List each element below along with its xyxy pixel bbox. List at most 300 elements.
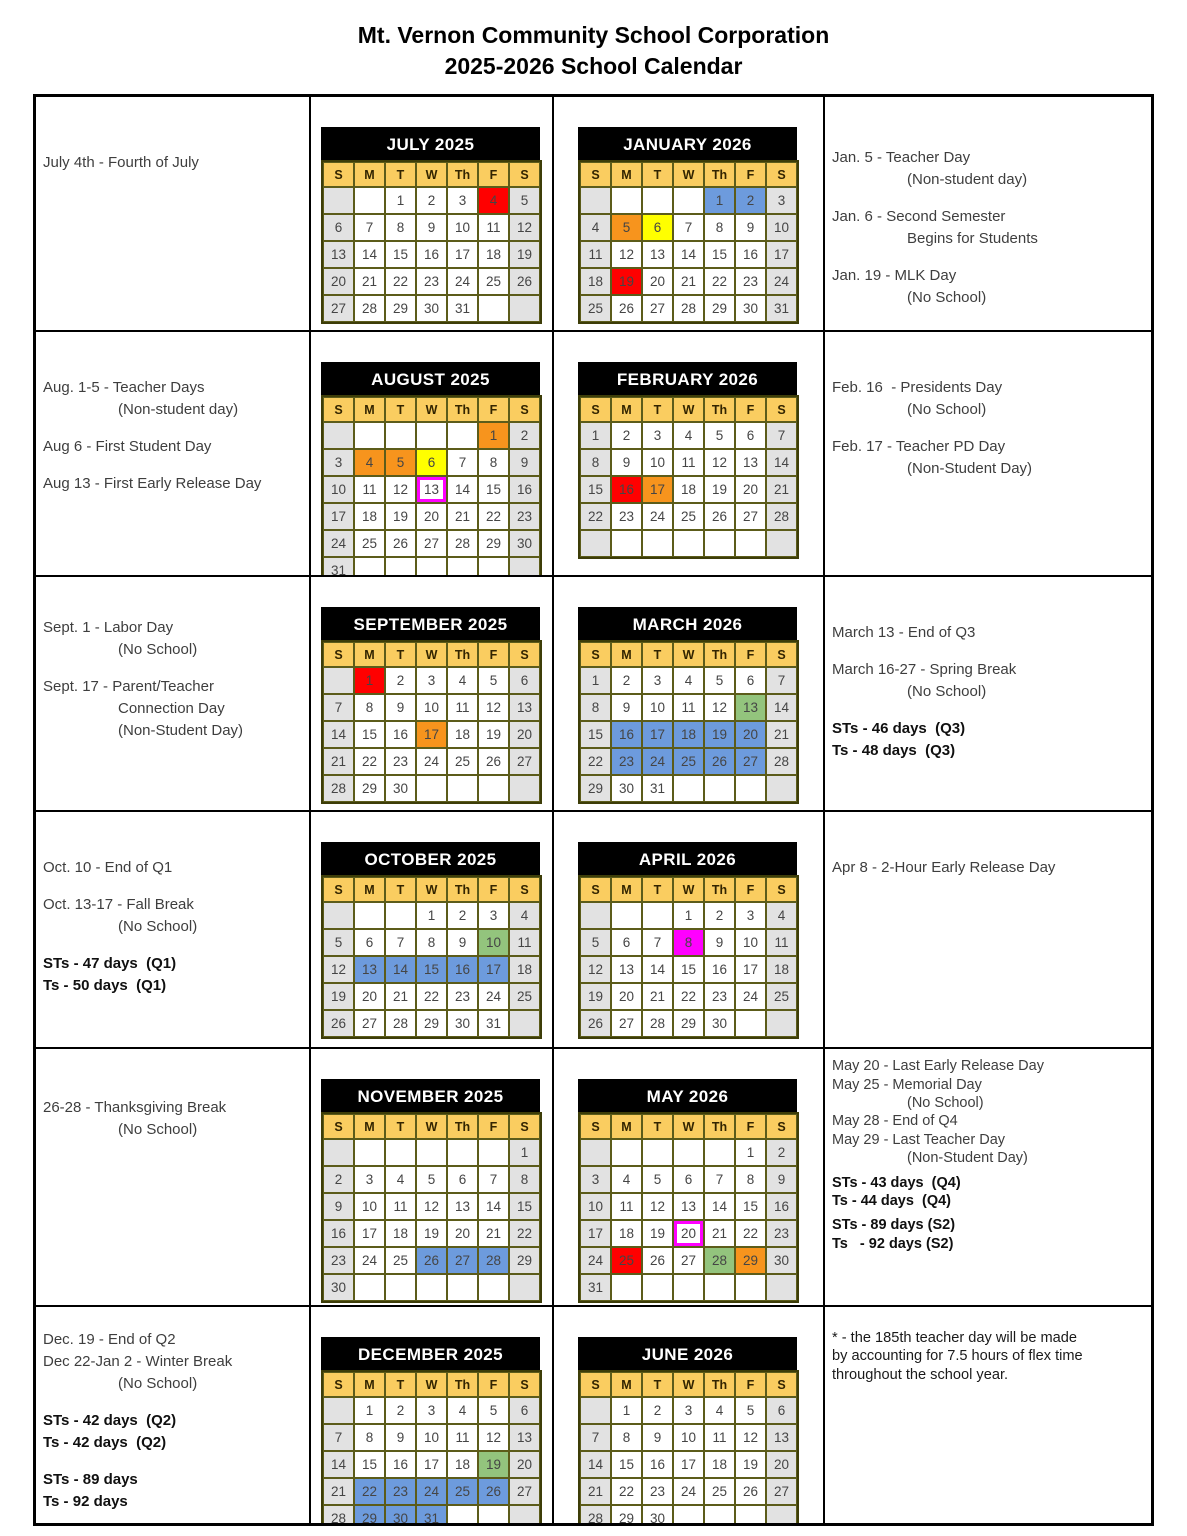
day-cell: 12 [385,476,416,503]
day-cell: 6 [766,1397,797,1424]
weekday-header: S [580,1372,611,1397]
day-cell: 10 [735,929,766,956]
month-title: NOVEMBER 2025 [321,1079,540,1112]
month-day-grid [321,1370,542,1524]
day-cell [509,1505,540,1524]
day-cell [385,1274,416,1301]
weekday-header: F [478,1114,509,1139]
day-cell [704,1274,735,1301]
day-cell: 7 [385,929,416,956]
weekday-header: S [580,642,611,667]
weekday-header: S [323,1372,354,1397]
month-calendar [578,842,799,1039]
day-cell: 7 [766,422,797,449]
day-cell: 26 [642,1247,673,1274]
note-line-gap [43,421,303,436]
day-cell: 15 [735,1193,766,1220]
day-cell: 10 [354,1193,385,1220]
day-cell: 19 [642,1220,673,1247]
day-cell: 25 [354,530,385,557]
day-cell [580,1139,611,1166]
day-cell: 7 [323,694,354,721]
note-line: Oct. 13-17 - Fall Break [43,896,194,914]
day-cell: 29 [704,295,735,322]
day-cell: 8 [478,449,509,476]
day-cell [354,557,385,576]
month-calendar [578,127,799,324]
day-cell: 5 [478,1397,509,1424]
day-cell: 17 [478,956,509,983]
note-line: May 25 - Memorial Day [832,1076,982,1093]
day-cell: 13 [323,241,354,268]
month-calendar-slot [553,576,824,811]
note-line: Begins for Students [907,230,1038,248]
weekday-header: Th [704,1372,735,1397]
day-cell [673,1274,704,1301]
day-cell: 11 [611,1193,642,1220]
weekday-header: S [766,397,797,422]
day-cell [478,557,509,576]
note-line: STs - 89 days [43,1471,138,1489]
day-cell: 23 [385,748,416,775]
day-cell: 6 [735,422,766,449]
weekday-header: S [323,877,354,902]
note-line: Ts - 50 days (Q1) [43,977,167,995]
day-cell: 4 [611,1166,642,1193]
weekday-header: Th [704,642,735,667]
day-cell: 12 [478,1424,509,1451]
day-cell: 9 [416,214,447,241]
right-notes-cell [824,96,1152,331]
note-line: STs - 89 days (S2) [832,1217,956,1234]
weekday-header: W [673,1372,704,1397]
day-cell: 10 [323,476,354,503]
day-cell: 27 [642,295,673,322]
right-notes-cell [824,1306,1152,1524]
day-cell: 19 [704,476,735,503]
day-cell: 10 [642,449,673,476]
month-calendar [578,607,799,804]
note-line: (No School) [118,641,198,659]
day-cell: 27 [611,1010,642,1037]
weekday-header: F [735,162,766,187]
day-cell [673,530,704,557]
day-cell [642,530,673,557]
day-cell: 14 [642,956,673,983]
day-cell: 5 [735,1397,766,1424]
day-cell: 16 [766,1193,797,1220]
note-line: (No School) [907,1094,984,1111]
weekday-header: W [673,397,704,422]
day-cell: 2 [385,1397,416,1424]
day-cell: 11 [385,1193,416,1220]
day-cell: 30 [642,1505,673,1524]
day-cell: 15 [580,721,611,748]
day-cell [447,1139,478,1166]
day-cell: 2 [735,187,766,214]
day-cell: 7 [642,929,673,956]
day-cell: 31 [580,1274,611,1301]
day-cell: 15 [416,956,447,983]
day-cell: 1 [735,1139,766,1166]
day-cell: 19 [704,721,735,748]
month-title: MARCH 2026 [578,607,797,640]
note-line: (No School) [907,401,987,419]
day-cell: 21 [354,268,385,295]
note-line: (Non-student day) [907,171,1028,189]
day-cell: 13 [673,1193,704,1220]
day-cell [447,422,478,449]
month-calendar [321,1079,542,1303]
day-cell: 8 [735,1166,766,1193]
weekday-header: Th [704,1114,735,1139]
day-cell: 30 [385,775,416,802]
weekday-header: S [323,642,354,667]
day-cell [354,902,385,929]
day-cell: 31 [447,295,478,322]
day-cell: 18 [354,503,385,530]
day-cell: 6 [611,929,642,956]
day-cell: 10 [416,694,447,721]
day-cell [611,902,642,929]
month-title: MAY 2026 [578,1079,797,1112]
month-calendar [321,607,542,804]
weekday-header: S [509,397,540,422]
weekday-header: S [766,877,797,902]
day-cell: 8 [354,694,385,721]
day-cell: 16 [611,476,642,503]
day-cell: 21 [478,1220,509,1247]
note-line-gap [43,458,303,473]
note-line: (No School) [118,1375,198,1393]
day-cell: 10 [766,214,797,241]
day-cell [509,1010,540,1037]
note-line: Oct. 10 - End of Q1 [43,859,173,877]
right-notes-cell [824,1048,1152,1306]
day-cell: 17 [447,241,478,268]
day-cell: 15 [673,956,704,983]
note-line: (Non-Student Day) [118,722,244,740]
day-cell: 31 [416,1505,447,1524]
calendar-grid [33,94,1154,1526]
day-cell: 17 [416,1451,447,1478]
weekday-header: M [354,397,385,422]
day-cell [735,775,766,802]
day-cell: 13 [354,956,385,983]
day-cell: 2 [642,1397,673,1424]
day-cell: 24 [478,983,509,1010]
day-cell: 2 [416,187,447,214]
weekday-header: T [642,162,673,187]
day-cell: 25 [611,1247,642,1274]
day-cell [704,1505,735,1524]
day-cell [354,187,385,214]
day-cell: 30 [447,1010,478,1037]
day-cell: 18 [580,268,611,295]
day-cell: 24 [642,748,673,775]
month-calendar [321,362,542,576]
day-cell: 15 [354,1451,385,1478]
day-cell: 14 [766,449,797,476]
note-line-gap [832,250,1145,265]
day-cell: 26 [385,530,416,557]
month-calendar-slot [553,811,824,1048]
day-cell: 29 [735,1247,766,1274]
weekday-header: T [385,877,416,902]
day-cell: 12 [704,449,735,476]
day-cell: 3 [642,422,673,449]
note-line: Ts - 92 days [43,1493,128,1511]
weekday-header: M [611,397,642,422]
day-cell [642,1274,673,1301]
day-cell: 17 [642,476,673,503]
weekday-header: F [735,1114,766,1139]
day-cell: 16 [704,956,735,983]
month-title: OCTOBER 2025 [321,842,540,875]
day-cell: 21 [447,503,478,530]
day-cell: 8 [354,1424,385,1451]
day-cell [416,422,447,449]
left-notes-cell [35,1048,310,1306]
day-cell: 22 [478,503,509,530]
day-cell: 27 [509,748,540,775]
day-cell: 6 [509,667,540,694]
note-line: Sept. 1 - Labor Day [43,619,174,637]
day-cell: 18 [611,1220,642,1247]
day-cell: 23 [509,503,540,530]
month-calendar-slot [553,1048,824,1306]
day-cell: 3 [416,667,447,694]
month-calendar [578,1337,799,1524]
month-day-grid [321,1112,542,1303]
note-line: Feb. 17 - Teacher PD Day [832,438,1006,456]
day-cell: 8 [416,929,447,956]
day-cell [766,530,797,557]
month-title: JULY 2025 [321,127,540,160]
day-cell: 28 [673,295,704,322]
day-cell: 8 [673,929,704,956]
day-cell: 7 [478,1166,509,1193]
note-line: (No School) [118,1121,198,1139]
weekday-header: S [509,642,540,667]
day-cell: 2 [704,902,735,929]
month-day-grid [321,875,542,1039]
note-line: STs - 43 days (Q4) [832,1174,961,1191]
day-cell: 28 [323,775,354,802]
day-cell: 16 [416,241,447,268]
note-line: Jan. 19 - MLK Day [832,267,957,285]
weekday-header: Th [447,162,478,187]
day-cell: 25 [704,1478,735,1505]
month-title: AUGUST 2025 [321,362,540,395]
day-cell: 11 [447,694,478,721]
day-cell: 3 [416,1397,447,1424]
day-cell: 19 [509,241,540,268]
day-cell: 3 [447,187,478,214]
day-cell: 24 [416,748,447,775]
page-title-line2: 2025-2026 School Calendar [444,53,743,80]
weekday-header: M [354,1372,385,1397]
day-cell: 3 [580,1166,611,1193]
day-cell: 24 [735,983,766,1010]
day-cell: 25 [509,983,540,1010]
day-cell [766,1274,797,1301]
month-day-grid [578,875,799,1039]
weekday-header: W [416,1372,447,1397]
day-cell [509,1274,540,1301]
day-cell: 11 [447,1424,478,1451]
day-cell: 14 [766,694,797,721]
day-cell: 1 [580,422,611,449]
note-line: July 4th - Fourth of July [43,154,199,172]
note-line: March 16-27 - Spring Break [832,661,1017,679]
day-cell: 25 [673,748,704,775]
day-cell: 23 [766,1220,797,1247]
day-cell: 5 [580,929,611,956]
day-cell: 10 [580,1193,611,1220]
left-notes-cell [35,331,310,576]
day-cell [766,775,797,802]
note-line: STs - 42 days (Q2) [43,1412,177,1430]
day-cell: 7 [323,1424,354,1451]
day-cell: 7 [354,214,385,241]
day-cell: 6 [323,214,354,241]
day-cell: 28 [766,748,797,775]
month-calendar-slot [553,1306,824,1524]
day-cell: 30 [704,1010,735,1037]
day-cell [642,1139,673,1166]
day-cell: 4 [447,1397,478,1424]
day-cell: 2 [447,902,478,929]
day-cell: 23 [323,1247,354,1274]
day-cell: 4 [509,902,540,929]
day-cell: 19 [735,1451,766,1478]
note-line: Dec 22-Jan 2 - Winter Break [43,1353,233,1371]
day-cell [323,1397,354,1424]
day-cell: 29 [354,775,385,802]
day-cell: 8 [580,449,611,476]
day-cell: 19 [478,1451,509,1478]
weekday-header: M [611,642,642,667]
month-calendar [321,1337,542,1524]
weekday-header: T [642,397,673,422]
day-cell: 4 [673,422,704,449]
day-cell: 27 [416,530,447,557]
weekday-header: S [580,162,611,187]
day-cell: 29 [385,295,416,322]
month-day-grid [321,395,542,576]
note-line: Ts - 92 days (S2) [832,1235,954,1252]
day-cell: 29 [611,1505,642,1524]
day-cell: 16 [323,1220,354,1247]
day-cell: 21 [385,983,416,1010]
weekday-header: T [385,642,416,667]
weekday-header: S [580,877,611,902]
weekday-header: T [642,1114,673,1139]
day-cell: 20 [447,1220,478,1247]
day-cell: 31 [478,1010,509,1037]
day-cell [735,530,766,557]
day-cell: 24 [447,268,478,295]
day-cell: 4 [766,902,797,929]
day-cell: 3 [354,1166,385,1193]
day-cell: 20 [354,983,385,1010]
day-cell: 16 [642,1451,673,1478]
day-cell: 19 [385,503,416,530]
day-cell: 23 [416,268,447,295]
day-cell: 9 [611,449,642,476]
day-cell: 13 [735,694,766,721]
day-cell: 13 [416,476,447,503]
day-cell: 21 [323,1478,354,1505]
day-cell [385,1139,416,1166]
day-cell: 20 [735,721,766,748]
day-cell: 1 [385,187,416,214]
day-cell: 13 [509,694,540,721]
day-cell [354,422,385,449]
month-day-grid [321,160,542,324]
weekday-header: S [509,162,540,187]
day-cell: 1 [354,667,385,694]
day-cell [704,775,735,802]
day-cell: 29 [354,1505,385,1524]
day-cell: 11 [766,929,797,956]
day-cell: 2 [385,667,416,694]
day-cell [447,1274,478,1301]
day-cell: 13 [509,1424,540,1451]
day-cell: 15 [478,476,509,503]
day-cell [416,1274,447,1301]
day-cell [580,530,611,557]
day-cell: 16 [611,721,642,748]
day-cell: 19 [416,1220,447,1247]
month-title: SEPTEMBER 2025 [321,607,540,640]
month-calendar [578,362,799,559]
day-cell [416,1139,447,1166]
day-cell: 9 [611,694,642,721]
weekday-header: S [509,877,540,902]
day-cell [509,295,540,322]
day-cell: 12 [416,1193,447,1220]
day-cell: 24 [416,1478,447,1505]
left-notes-cell [35,96,310,331]
day-cell: 14 [354,241,385,268]
note-line: (Non-Student Day) [907,460,1033,478]
day-cell: 12 [611,241,642,268]
day-cell: 8 [704,214,735,241]
day-cell: 27 [673,1247,704,1274]
day-cell: 14 [447,476,478,503]
day-cell: 26 [735,1478,766,1505]
month-day-grid [578,640,799,804]
weekday-header: S [323,397,354,422]
day-cell: 27 [509,1478,540,1505]
weekday-header: M [354,1114,385,1139]
weekday-header: S [580,1114,611,1139]
day-cell: 15 [704,241,735,268]
month-day-grid [578,1112,799,1303]
day-cell: 6 [447,1166,478,1193]
day-cell: 5 [478,667,509,694]
day-cell: 31 [323,557,354,576]
note-line: Connection Day [118,700,225,718]
weekday-header: F [478,397,509,422]
day-cell: 3 [642,667,673,694]
day-cell: 5 [704,667,735,694]
day-cell [735,1505,766,1524]
weekday-header: Th [447,877,478,902]
note-line-gap [43,938,303,953]
